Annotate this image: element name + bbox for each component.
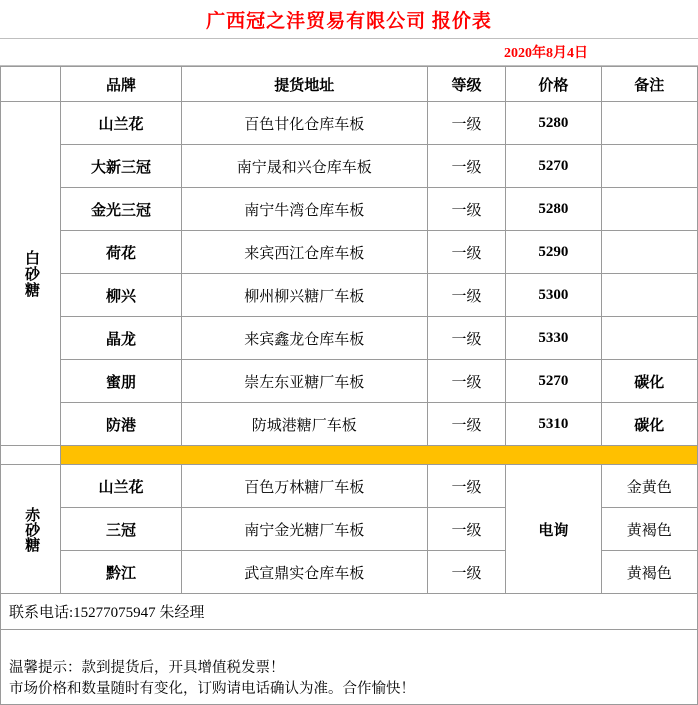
price-cell-merged: 电询 — [506, 465, 601, 594]
table-row — [1, 274, 698, 317]
brand-cell: 蜜朋 — [61, 360, 182, 403]
address-cell: 百色万林糖厂车板 — [181, 465, 427, 508]
brand-cell: 山兰花 — [61, 465, 182, 508]
brand-cell: 黔江 — [61, 551, 182, 594]
grade-cell: 一级 — [427, 360, 505, 403]
grade-cell: 一级 — [427, 274, 505, 317]
price-cell: 5310 — [506, 403, 601, 446]
address-cell: 南宁牛湾仓库车板 — [181, 188, 427, 231]
price-cell: 5300 — [506, 274, 601, 317]
note-cell: 碳化 — [601, 403, 697, 446]
address-cell: 柳州柳兴糖厂车板 — [181, 274, 427, 317]
category-white-sugar: 白砂糖 — [1, 102, 61, 446]
grade-cell: 一级 — [427, 403, 505, 446]
quote-date: 2020年8月4日 — [504, 46, 588, 61]
note-cell: 碳化 — [601, 360, 697, 403]
table-row — [1, 465, 698, 508]
note-cell: 黄褐色 — [601, 508, 697, 551]
grade-cell: 一级 — [427, 317, 505, 360]
brand-cell: 柳兴 — [61, 274, 182, 317]
note-cell: 金黄色 — [601, 465, 697, 508]
address-cell: 来宾西江仓库车板 — [181, 231, 427, 274]
page-title: 广西冠之沣贸易有限公司 报价表 — [206, 10, 492, 32]
note-cell — [601, 188, 697, 231]
section-divider-row — [1, 446, 698, 465]
address-cell: 来宾鑫龙仓库车板 — [181, 317, 427, 360]
table-row — [1, 360, 698, 403]
price-cell: 5270 — [506, 360, 601, 403]
table-row — [1, 231, 698, 274]
table-row — [1, 102, 698, 145]
column-header-price: 价格 — [506, 67, 601, 102]
column-header-note: 备注 — [601, 67, 697, 102]
column-header-address: 提货地址 — [181, 67, 427, 102]
price-cell: 5290 — [506, 231, 601, 274]
divider-gold-bar — [61, 446, 698, 465]
brand-cell: 大新三冠 — [61, 145, 182, 188]
price-cell: 5330 — [506, 317, 601, 360]
table-row — [1, 145, 698, 188]
address-cell: 百色甘化仓库车板 — [181, 102, 427, 145]
price-cell: 5280 — [506, 188, 601, 231]
address-cell: 崇左东亚糖厂车板 — [181, 360, 427, 403]
grade-cell: 一级 — [427, 145, 505, 188]
brand-cell: 晶龙 — [61, 317, 182, 360]
footer-line-1: 温馨提示：款到提货后，开具增值税发票！ — [9, 660, 285, 676]
note-cell — [601, 274, 697, 317]
note-cell — [601, 231, 697, 274]
brand-cell: 防港 — [61, 403, 182, 446]
address-cell: 南宁晟和兴仓库车板 — [181, 145, 427, 188]
date-row — [0, 39, 698, 66]
price-cell: 5270 — [506, 145, 601, 188]
contact-phone-text: 联系电话:15277075947 朱经理 — [9, 605, 205, 621]
grade-cell: 一级 — [427, 551, 505, 594]
category-brown-sugar: 赤砂糖 — [1, 465, 61, 594]
note-cell — [601, 102, 697, 145]
price-table — [0, 66, 698, 594]
table-header-row — [1, 67, 698, 102]
column-header-grade: 等级 — [427, 67, 505, 102]
blank-spacer-row — [0, 630, 698, 654]
address-cell: 武宣鼎实仓库车板 — [181, 551, 427, 594]
brand-cell: 三冠 — [61, 508, 182, 551]
contact-row — [0, 594, 698, 630]
note-cell — [601, 317, 697, 360]
footer-line-2: 市场价格和数量随时有变化，订购请电话确认为准。合作愉快！ — [9, 681, 415, 698]
brand-cell: 荷花 — [61, 231, 182, 274]
footer-notes — [0, 654, 698, 705]
column-header-category — [1, 67, 61, 102]
grade-cell: 一级 — [427, 465, 505, 508]
grade-cell: 一级 — [427, 188, 505, 231]
divider-left-cell — [1, 446, 61, 465]
grade-cell: 一级 — [427, 102, 505, 145]
note-cell — [601, 145, 697, 188]
address-cell: 防城港糖厂车板 — [181, 403, 427, 446]
grade-cell: 一级 — [427, 508, 505, 551]
brand-cell: 山兰花 — [61, 102, 182, 145]
grade-cell: 一级 — [427, 231, 505, 274]
title-row — [0, 0, 698, 39]
table-row — [1, 403, 698, 446]
table-row — [1, 317, 698, 360]
price-cell: 5280 — [506, 102, 601, 145]
column-header-brand: 品牌 — [61, 67, 182, 102]
brand-cell: 金光三冠 — [61, 188, 182, 231]
address-cell: 南宁金光糖厂车板 — [181, 508, 427, 551]
note-cell: 黄褐色 — [601, 551, 697, 594]
table-row — [1, 188, 698, 231]
